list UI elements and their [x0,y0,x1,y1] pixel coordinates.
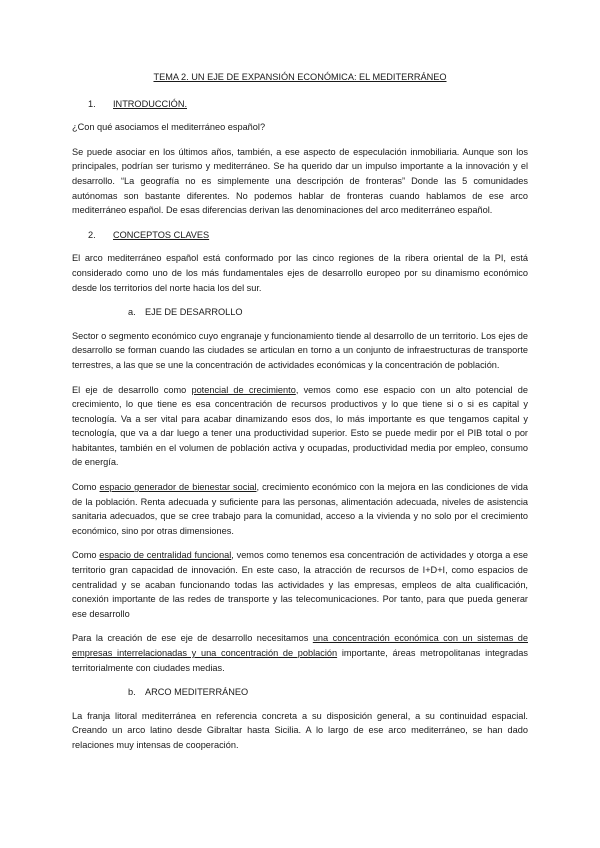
section-2-title: CONCEPTOS CLAVES [113,229,210,240]
axis-definition-paragraph: Sector o segmento económico cuyo engranaje y funcionamiento tiende al desarrollo de un territorio. Los ejes de desarrollo se forman cuando las ciudades se articulan en torno a un conjunto de infraestructuras de transporte terrestres, a las que se une la concentración de actividades económicas y la concentración de población. [72,330,528,370]
axis-creation-paragraph [72,631,528,675]
document-title: TEMA 2. UN EJE DE EXPANSIÓN ECONÓMICA: EL MEDITERRÁNEO [153,72,447,82]
functional-centrality-body: , vemos como tenemos esa concentración de actividades y otorga a ese territorio gran capacidad de innovación. En este caso, la atracción de recursos de I+D+I, como espacios de centralidad y se acaban funcionando todas las actividades y las empresas, empleos de alta cualificación, conexión importante de las redes de transporte y las telecomunicaciones. Por tanto, para que pueda generar ese desarrollo [72,550,528,619]
social-welfare-term: espacio generador de bienestar social [99,482,257,493]
functional-centrality-paragraph [72,548,528,621]
key-concepts-paragraph: El arco mediterráneo español está conformado por las cinco regiones de la ribera oriental de la PI, está considerado como uno de los más fundamentales ejes de desarrollo europeo por su dinamismo económico desde los territorios del norte hacia los del sur. [72,253,528,293]
growth-potential-paragraph [72,383,528,471]
subsection-a-letter: a. [128,307,136,318]
section-1-number: 1. [88,98,96,109]
axis-creation-body: importante, áreas metropolitanas integradas territorialmente con ciudades medias. [72,648,528,673]
growth-potential-lead: El eje de desarrollo como [72,384,192,395]
growth-potential-body: , vemos como ese espacio con un alto potencial de crecimiento, lo que tiene es esa concentración de recursos productivos y lo que tiene si o si es capital y tecnología. Va a ser vital para acabar dinamizando esos dos, lo más importante es que tengamos capital y tecnología, que va a dar luego a tener una productividad superior. Esto se puede medir por el PIB total o por habitantes, también en el volumen de población activa y ocupadas, productividad media por empleo, consumo de energía. [72,384,529,468]
intro-paragraph: Se puede asociar en los últimos años, también, a ese aspecto de especulación inmobiliaria. Aunque son los principales, podrían ser turismo y mediterráneo. Se ha querido dar un impulso importante a la innovación y el desarrollo. “La geografía no es simplemente una descripción de fronteras” Donde las 5 comunidades autónomas son bastante diferentes. No podemos hablar de fronteras cuando hablamos de ese arco mediterráneo español. De esas diferencias derivan las denominaciones del arco mediterráneo español. [72,146,528,216]
axis-creation-term: una concentración económica con un sistemas de empresas interrelacionadas y una concentración de población [72,633,528,658]
subsection-b-heading [128,685,528,700]
subsection-b-letter: b. [128,687,136,698]
section-1-heading [88,97,528,112]
section-1-title: INTRODUCCIÓN. [113,98,188,109]
social-welfare-lead: Como [72,482,100,493]
section-2-heading [88,228,528,243]
intro-question: ¿Con qué asociamos el mediterráneo español? [72,122,266,133]
functional-centrality-term: espacio de centralidad funcional [99,550,232,561]
subsection-b-title: ARCO MEDITERRÁNEO [145,687,249,698]
growth-potential-term: potencial de crecimiento [191,384,296,395]
subsection-a-heading [128,305,528,320]
mediterranean-arc-paragraph: La franja litoral mediterránea en referencia concreta a su disposición general, a su continuidad espacial. Creando un arco latino desde Gibraltar hasta Sicilia. A lo largo de ese arco mediterráneo, se han dado relaciones muy intensas de cooperación. [72,710,528,750]
functional-centrality-lead: Como [72,550,100,561]
social-welfare-body: , crecimiento económico con la mejora en las condiciones de vida de la población. Renta adecuada y suficiente para las personas, alimentación adecuada, niveles de asistencia sanitaria adecuados, que se cree trabajo para la comunidad, acceso a la vivienda y no solo por el crecimiento económico, sino por otras dimensiones. [72,482,528,536]
social-welfare-paragraph [72,480,528,538]
section-2-number: 2. [88,229,96,240]
subsection-a-title: EJE DE DESARROLLO [145,307,243,318]
axis-creation-lead: Para la creación de ese eje de desarrollo necesitamos [72,633,313,644]
